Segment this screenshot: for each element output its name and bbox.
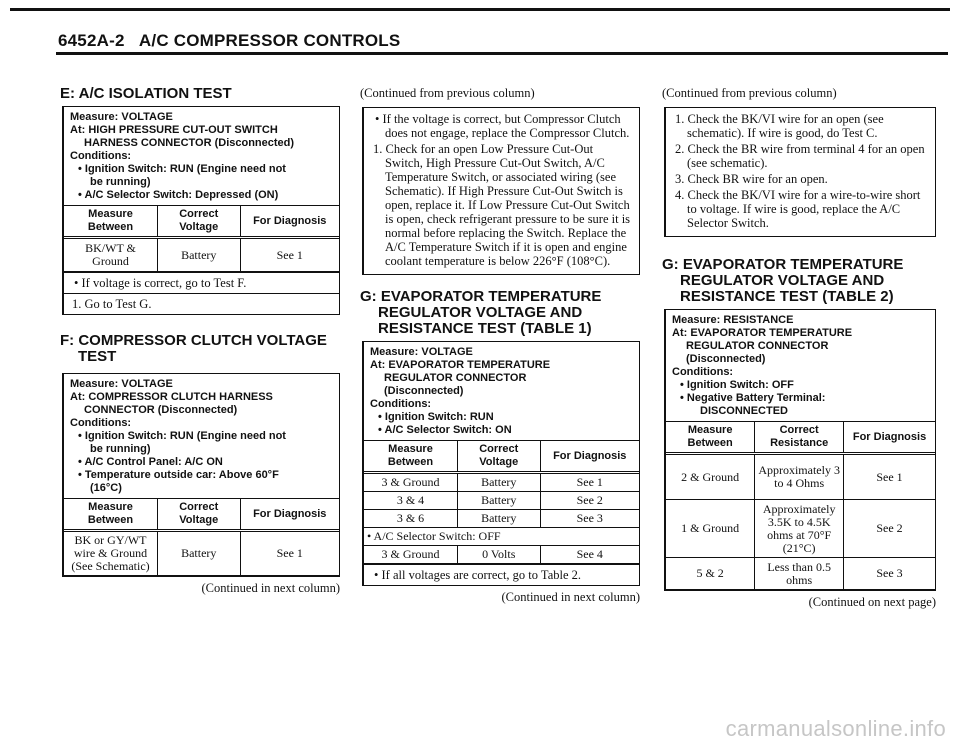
- table-row: 5 & 2 Less than 0.5 ohms See 3: [666, 558, 935, 590]
- column-2: [360, 86, 640, 605]
- page-code: 6452A-2: [58, 31, 125, 50]
- table-2: Measure Between Correct Resistance For Diagnosis 2 & Ground Approximately 3 to 4 Ohms See 1 1 & Ground Approximately 3.5K to 4.5K ohms at 70°F (21°C) See 2 5 & 2 Less than 0.5 ohms See 3: [666, 421, 935, 590]
- table-1-steps-box: 1. Check the BK/VI wire for an open (see schematic). If wire is good, do Test C. 2. Check the BR wire from terminal 4 for an open (see schematic). 3. Check BR wire for an open. 4. Check the BK/VI wire for a wire-to-wire short to voltage. If wire is good, replace the A/C Selector Switch.: [664, 107, 936, 237]
- test-f-box: [62, 373, 340, 577]
- continued-note: (Continued in next column): [201, 581, 340, 595]
- test-e-note: • If voltage is correct, go to Test F.: [64, 272, 339, 293]
- header-rule: [56, 52, 948, 55]
- table-1-title: G: EVAPORATOR TEMPERATURE REGULATOR VOLTAGE AND RESISTANCE TEST (TABLE 1): [360, 288, 602, 337]
- table-row: BK/WT & Ground Battery See 1: [64, 238, 339, 272]
- table-row: BK or GY/WT wire & Ground (See Schematic) Battery See 1: [64, 531, 339, 576]
- table-1-box: [362, 341, 640, 586]
- continued-note: (Continued on next page): [808, 595, 936, 609]
- top-rule: [10, 8, 950, 11]
- test-f-continued-box: • If the voltage is correct, but Compressor Clutch does not engage, replace the Compressor Clutch. 1. Check for an open Low Pressure Cut-Out Switch, High Pressure Cut-Out Switch, A/C Temperature Switch, or associated wiring (see Schematic). If High Pressure Cut-Out Switch is open, replace it. If Low Pressure Cut-Out Switch is open, check refrigerant pressure to be sure it is normal before replacing the Switch. Replace the A/C Temperature Switch if it is open and engine coolant temperature is below 226°F (108°C).: [362, 107, 640, 275]
- table-row: 3 & 4 Battery See 2: [364, 492, 639, 510]
- test-e-spec: Measure: VOLTAGE At: HIGH PRESSURE CUT-OUT SWITCH HARNESS CONNECTOR (Disconnected) Conditions: • Ignition Switch: RUN (Engine need not be running) • A/C Selector Switch: Depressed (ON): [70, 111, 295, 201]
- test-f-table: Measure Between Correct Voltage For Diagnosis BK or GY/WT wire & Ground (See Schematic) Battery See 1: [64, 498, 339, 576]
- table-row: 1 & Ground Approximately 3.5K to 4.5K ohms at 70°F (21°C) See 2: [666, 500, 935, 558]
- column-3: [662, 86, 936, 610]
- table-1-note: • If all voltages are correct, go to Table 2.: [364, 564, 639, 585]
- continued-note: (Continued in next column): [501, 590, 640, 604]
- table-2-box: [664, 309, 936, 591]
- table-2-spec: Measure: RESISTANCE At: EVAPORATOR TEMPERATURE REGULATOR CONNECTOR (Disconnected) Conditions: • Ignition Switch: OFF • Negative Battery Terminal: DISCONNECTED: [672, 314, 853, 417]
- page-title: A/C COMPRESSOR CONTROLS: [138, 31, 401, 50]
- table-2-title: G: EVAPORATOR TEMPERATURE REGULATOR VOLTAGE AND RESISTANCE TEST (TABLE 2): [662, 256, 904, 305]
- table-row: 3 & Ground 0 Volts See 4: [364, 546, 639, 564]
- table-1: Measure Between Correct Voltage For Diagnosis 3 & Ground Battery See 1 3 & 4 Battery See 2 3 & 6 Battery See 3 • A/C Selector Switch: OFF 3 & Ground 0 Volts See 4: [364, 440, 639, 564]
- table-row: 2 & Ground Approximately 3 to 4 Ohms See 1: [666, 454, 935, 500]
- test-e-table: Measure Between Correct Voltage For Diagnosis BK/WT & Ground Battery See 1: [64, 205, 339, 272]
- test-e-title: E: A/C ISOLATION TEST: [60, 85, 232, 102]
- table-row: 3 & Ground Battery See 1: [364, 473, 639, 492]
- table-1-spec: Measure: VOLTAGE At: EVAPORATOR TEMPERATURE REGULATOR CONNECTOR (Disconnected) Conditions: • Ignition Switch: RUN • A/C Selector Switch: ON: [370, 346, 551, 436]
- test-e-step: 1. Go to Test G.: [64, 293, 339, 314]
- test-e-box: [62, 106, 340, 315]
- continued-from-note: (Continued from previous column): [360, 86, 535, 100]
- table-row: 3 & 6 Battery See 3: [364, 510, 639, 528]
- test-f-spec: Measure: VOLTAGE At: COMPRESSOR CLUTCH HARNESS CONNECTOR (Disconnected) Conditions: • Ignition Switch: RUN (Engine need not be running) • A/C Control Panel: A/C ON • Temperature outside car: Above 60°F (16°C): [70, 378, 286, 494]
- table-row: • A/C Selector Switch: OFF: [364, 528, 639, 546]
- continued-from-note: (Continued from previous column): [662, 86, 837, 100]
- column-1: [60, 86, 340, 596]
- watermark: carmanualsonline.info: [725, 716, 946, 741]
- page-header: [58, 31, 400, 51]
- test-f-title: F: COMPRESSOR CLUTCH VOLTAGE TEST: [60, 332, 327, 365]
